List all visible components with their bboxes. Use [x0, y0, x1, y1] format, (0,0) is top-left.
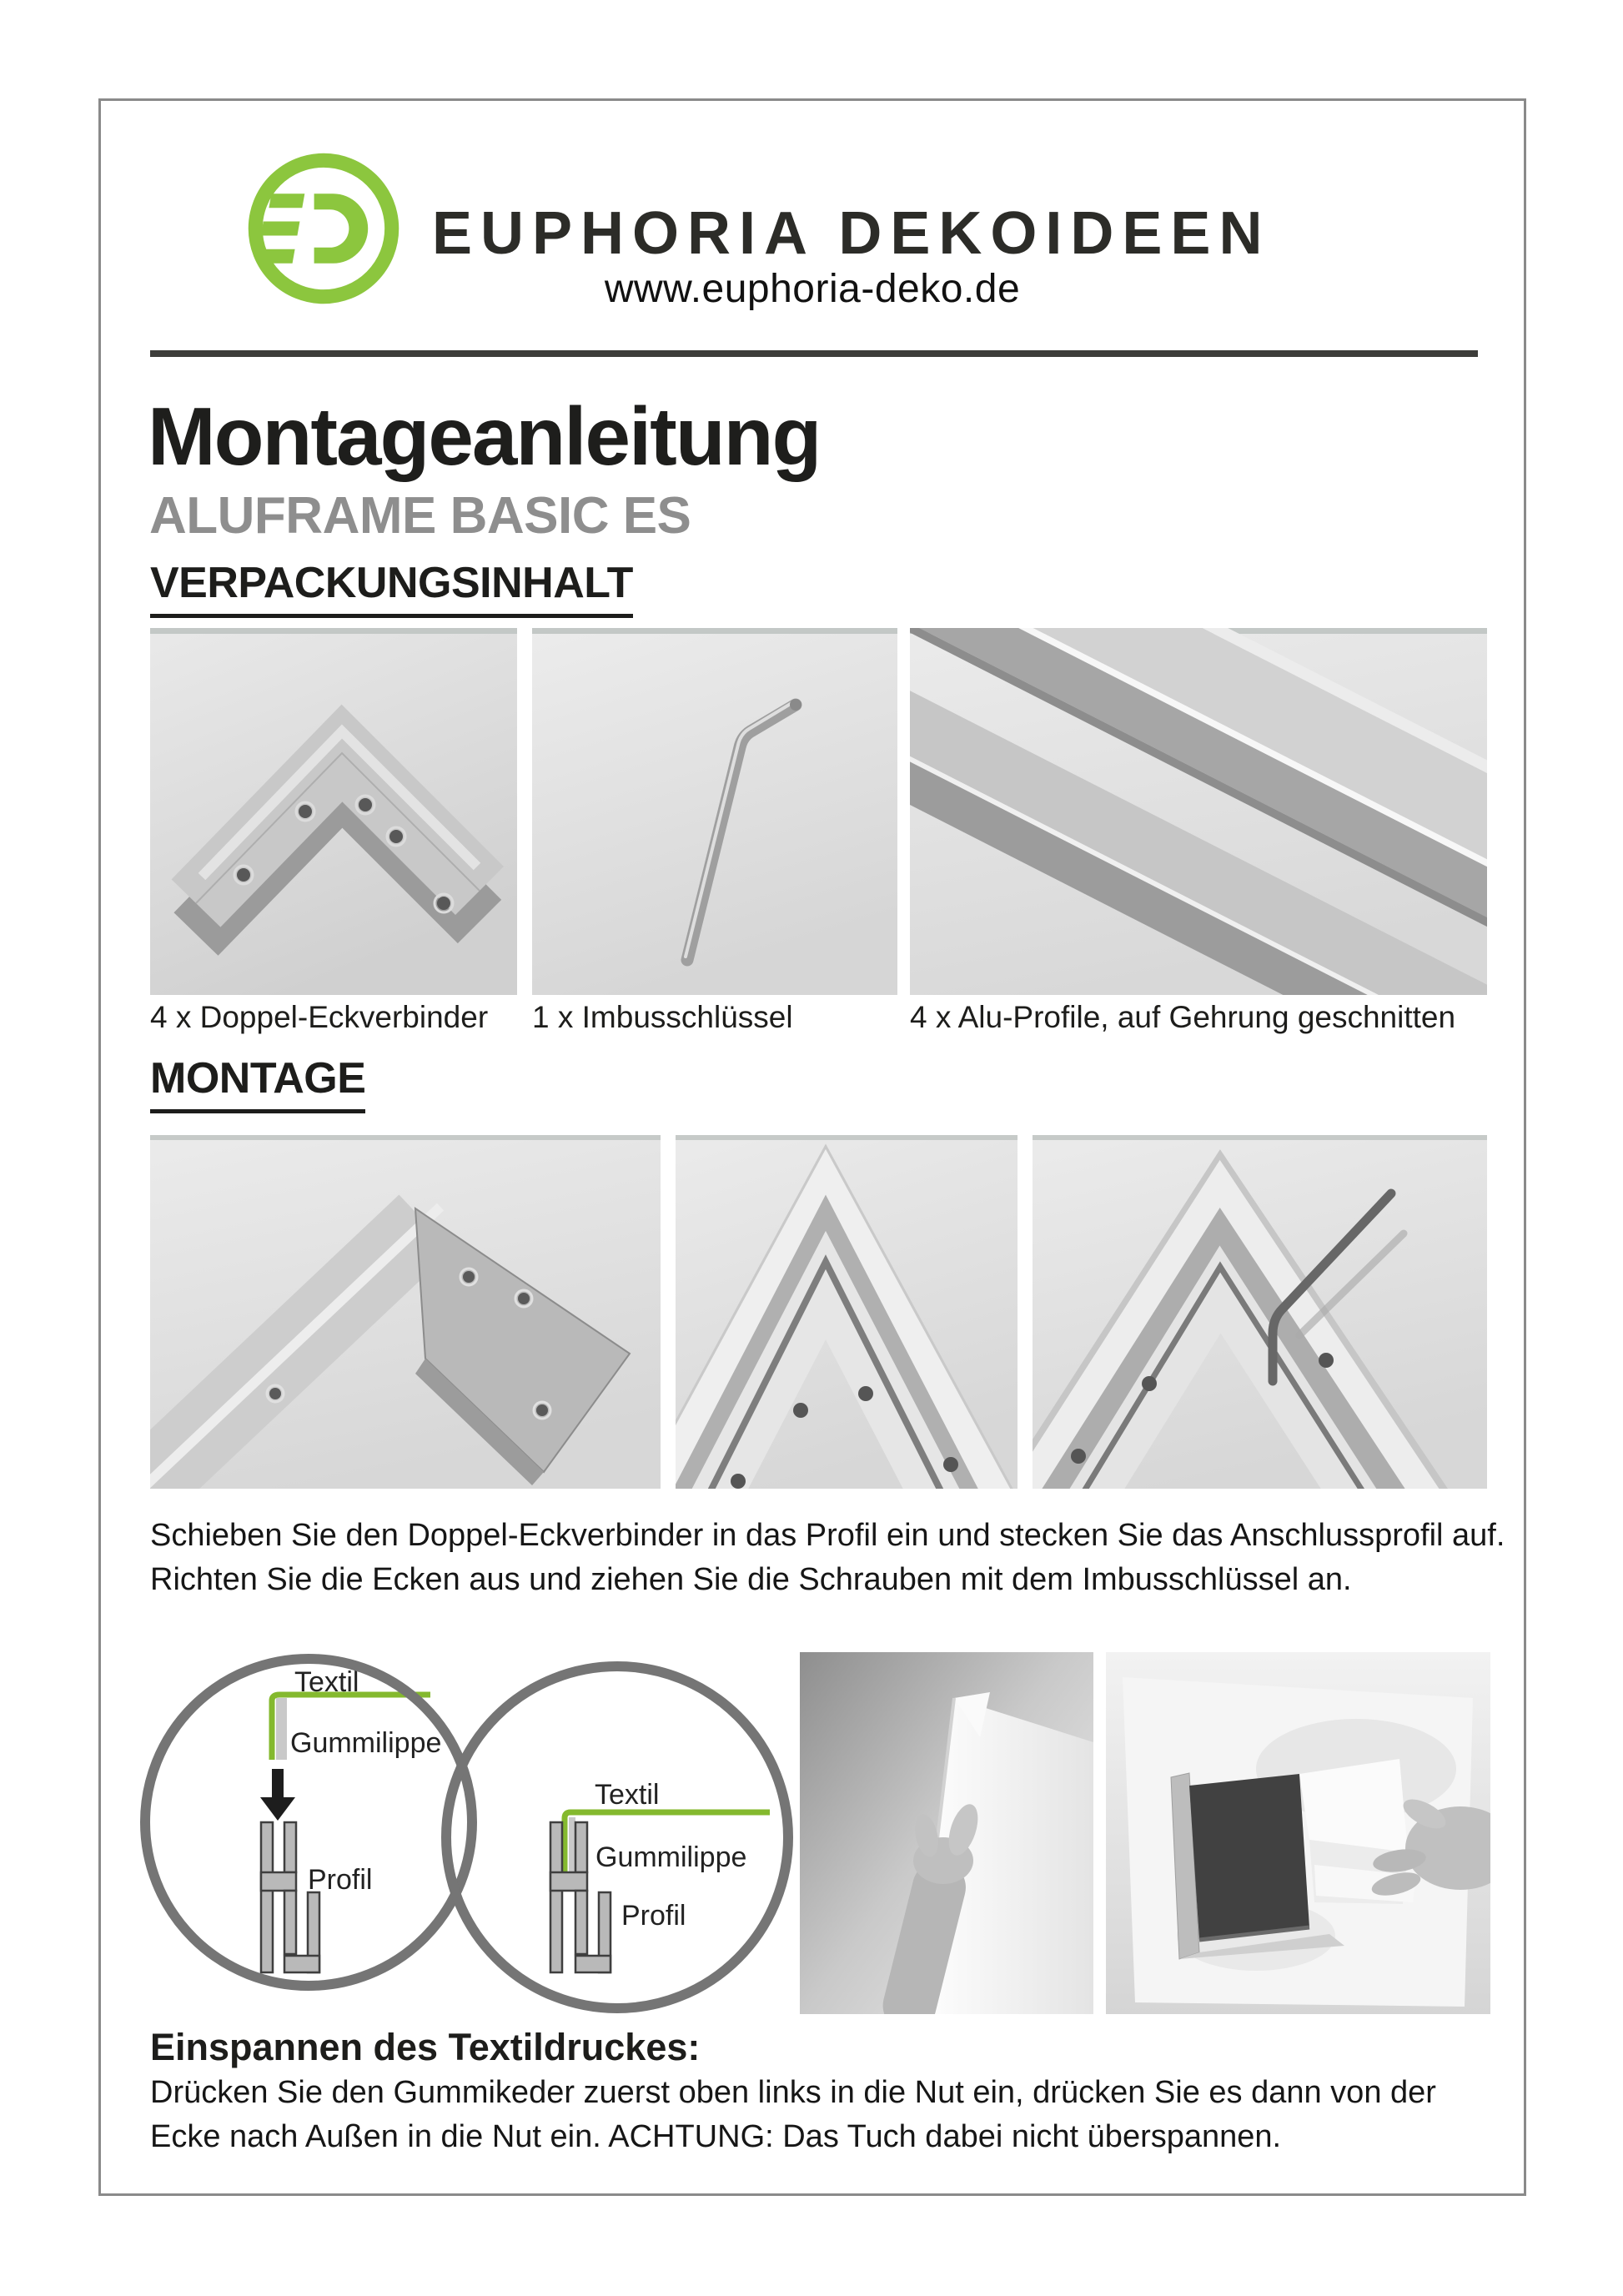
allen-key-photo	[532, 628, 897, 995]
gummilippe-strip	[276, 1698, 287, 1760]
product-subtitle: ALUFRAME BASIC ES	[149, 487, 691, 545]
label-textil: Textil	[294, 1666, 359, 1698]
section-heading-montage: MONTAGE	[150, 1053, 365, 1113]
down-arrow-icon	[272, 1769, 284, 1797]
corner-connector-photo	[150, 628, 517, 995]
label-profil: Profil	[621, 1900, 686, 1932]
corner-with-allen-key-photo	[1033, 1135, 1487, 1489]
header-divider	[150, 350, 1478, 357]
label-gummilippe: Gummilippe	[290, 1727, 442, 1759]
photo-caption: 4 x Alu-Profile, auf Gehrung geschnitten	[910, 1000, 1456, 1034]
page-title: Montageanleitung	[148, 390, 821, 482]
label-gummilippe: Gummilippe	[595, 1841, 747, 1873]
photo-caption: 1 x Imbusschlüssel	[532, 1000, 793, 1034]
section-heading-verpackungsinhalt: VERPACKUNGSINHALT	[150, 558, 633, 618]
assembled-corner-photo	[676, 1135, 1018, 1489]
alu-profiles-photo	[910, 628, 1487, 995]
page-frame	[98, 98, 1526, 2196]
label-textil: Textil	[595, 1779, 660, 1811]
brand-name: EUPHORIA DEKOIDEEN	[432, 200, 1271, 267]
stretching-fabric-photo	[1106, 1652, 1490, 2014]
pressing-fabric-photo	[800, 1652, 1093, 2014]
einspannen-instructions: Drücken Sie den Gummikeder zuerst oben links in die Nut ein, drücken Sie es dann von der Ecke nach Außen in die Nut ein. ACHTUNG: Das Tuch dabei nicht überspannen.	[150, 2075, 1436, 2154]
corner-with-connector-photo	[150, 1135, 661, 1489]
website-url: www.euphoria-deko.de	[604, 267, 1021, 311]
label-profil: Profil	[308, 1864, 373, 1896]
montage-instructions: Schieben Sie den Doppel-Eckverbinder in das Profil ein und stecken Sie das Anschlussprofil auf. Richten Sie die Ecken aus und ziehen Sie die Schrauben mit dem Imbusschlüssel an.	[150, 1518, 1505, 1597]
frame-opening	[1189, 1774, 1309, 1940]
gummilippe-assembly-diagram	[136, 1645, 803, 2021]
section-heading-einspannen: Einspannen des Textildruckes:	[150, 2026, 701, 2068]
photo-caption: 4 x Doppel-Eckverbinder	[150, 1000, 489, 1034]
logo-monogram-d	[314, 193, 369, 264]
